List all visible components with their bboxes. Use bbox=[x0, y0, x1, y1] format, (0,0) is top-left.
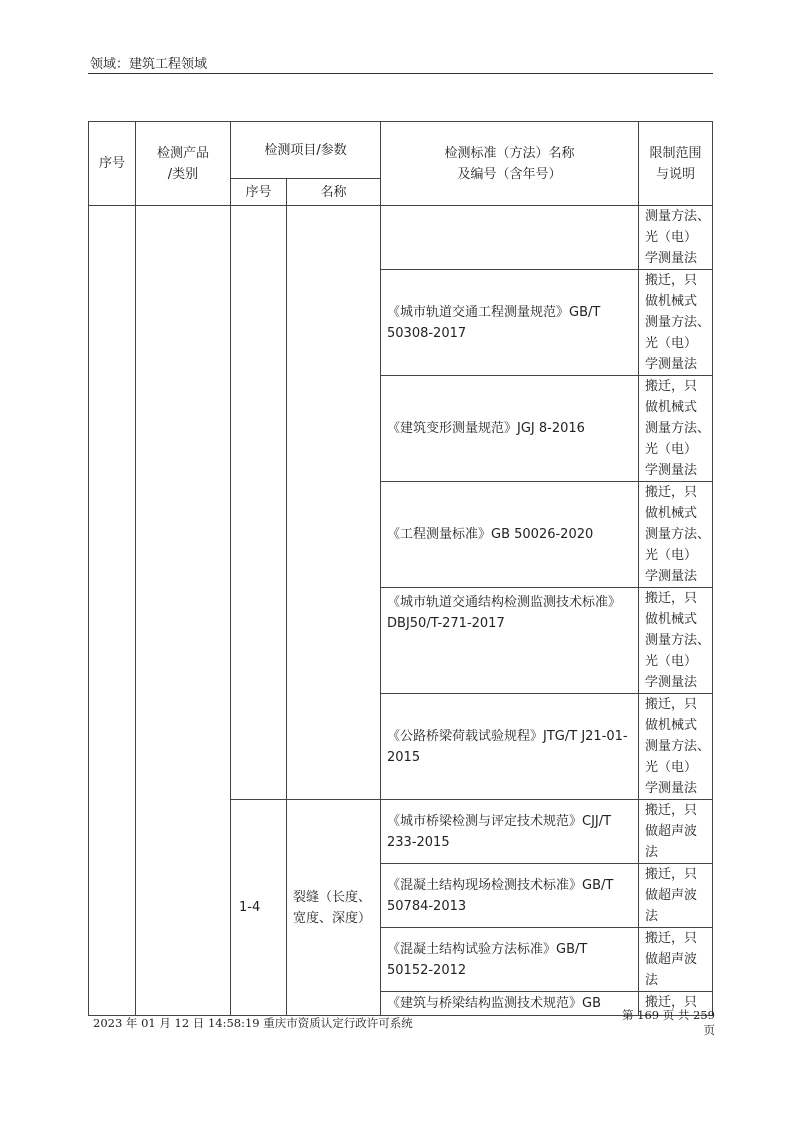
col-header-seq: 序号 bbox=[89, 122, 136, 206]
param-name-cell: 裂缝（长度、宽度、深度） bbox=[287, 800, 381, 1016]
limit-cell: 搬迁，只 做超声波 法 bbox=[639, 928, 713, 992]
col-header-param-seq: 序号 bbox=[231, 179, 287, 206]
standard-cell: 《工程测量标准》GB 50026-2020 bbox=[381, 482, 639, 588]
footer-page-number: 第 169 页 共 259 页 bbox=[621, 1008, 715, 1037]
standard-cell: 《建筑与桥梁结构监测技术规范》GB bbox=[381, 992, 639, 1016]
param-seq-cell bbox=[231, 206, 287, 800]
standard-cell: 《城市桥梁检测与评定技术规范》CJJ/T 233-2015 bbox=[381, 800, 639, 864]
standard-cell: 《混凝土结构现场检测技术标准》GB/T 50784-2013 bbox=[381, 864, 639, 928]
header-divider bbox=[88, 73, 713, 74]
col-header-standard: 检测标准（方法）名称 及编号（含年号） bbox=[381, 122, 639, 206]
table-row bbox=[89, 206, 713, 270]
standard-cell: 《建筑变形测量规范》JGJ 8-2016 bbox=[381, 376, 639, 482]
limit-cell: 搬迁，只 做机械式 测量方法、 光（电） 学测量法 bbox=[639, 482, 713, 588]
inspection-table bbox=[88, 121, 713, 1016]
limit-cell: 搬迁，只 做超声波 法 bbox=[639, 864, 713, 928]
limit-cell: 搬迁，只 做机械式 测量方法、 光（电） 学测量法 bbox=[639, 588, 713, 694]
limit-cell: 搬迁，只 做机械式 测量方法、 光（电） 学测量法 bbox=[639, 376, 713, 482]
limit-cell: 搬迁，只 bbox=[639, 992, 713, 1016]
limit-cell: 搬迁，只 做超声波 法 bbox=[639, 800, 713, 864]
standard-cell: 《城市轨道交通工程测量规范》GB/T 50308-2017 bbox=[381, 270, 639, 376]
limit-cell: 测量方法、 光（电） 学测量法 bbox=[639, 206, 713, 270]
standard-cell: 《混凝土结构试验方法标准》GB/T 50152-2012 bbox=[381, 928, 639, 992]
standard-cell: 《城市轨道交通结构检测监测技术标准》DBJ50/T-271-2017 bbox=[381, 588, 639, 694]
limit-cell: 搬迁，只 做机械式 测量方法、 光（电） 学测量法 bbox=[639, 270, 713, 376]
footer-timestamp: 2023 年 01 月 12 日 14:58:19 重庆市资质认定行政许可系统 bbox=[93, 1016, 413, 1030]
col-header-limit: 限制范围 与说明 bbox=[639, 122, 713, 206]
header-domain: 领域：建筑工程领域 bbox=[90, 57, 208, 72]
product-cell bbox=[136, 206, 231, 1016]
limit-cell: 搬迁，只 做机械式 测量方法、 光（电） 学测量法 bbox=[639, 694, 713, 800]
seq-cell bbox=[89, 206, 136, 1016]
standard-cell bbox=[381, 206, 639, 270]
col-header-param-group: 检测项目/参数 bbox=[231, 122, 381, 179]
col-header-param-name: 名称 bbox=[287, 179, 381, 206]
standard-cell: 《公路桥梁荷载试验规程》JTG/T J21-01-2015 bbox=[381, 694, 639, 800]
param-name-cell bbox=[287, 206, 381, 800]
col-header-product: 检测产品 /类别 bbox=[136, 122, 231, 206]
param-seq-cell: 1-4 bbox=[231, 800, 287, 1016]
